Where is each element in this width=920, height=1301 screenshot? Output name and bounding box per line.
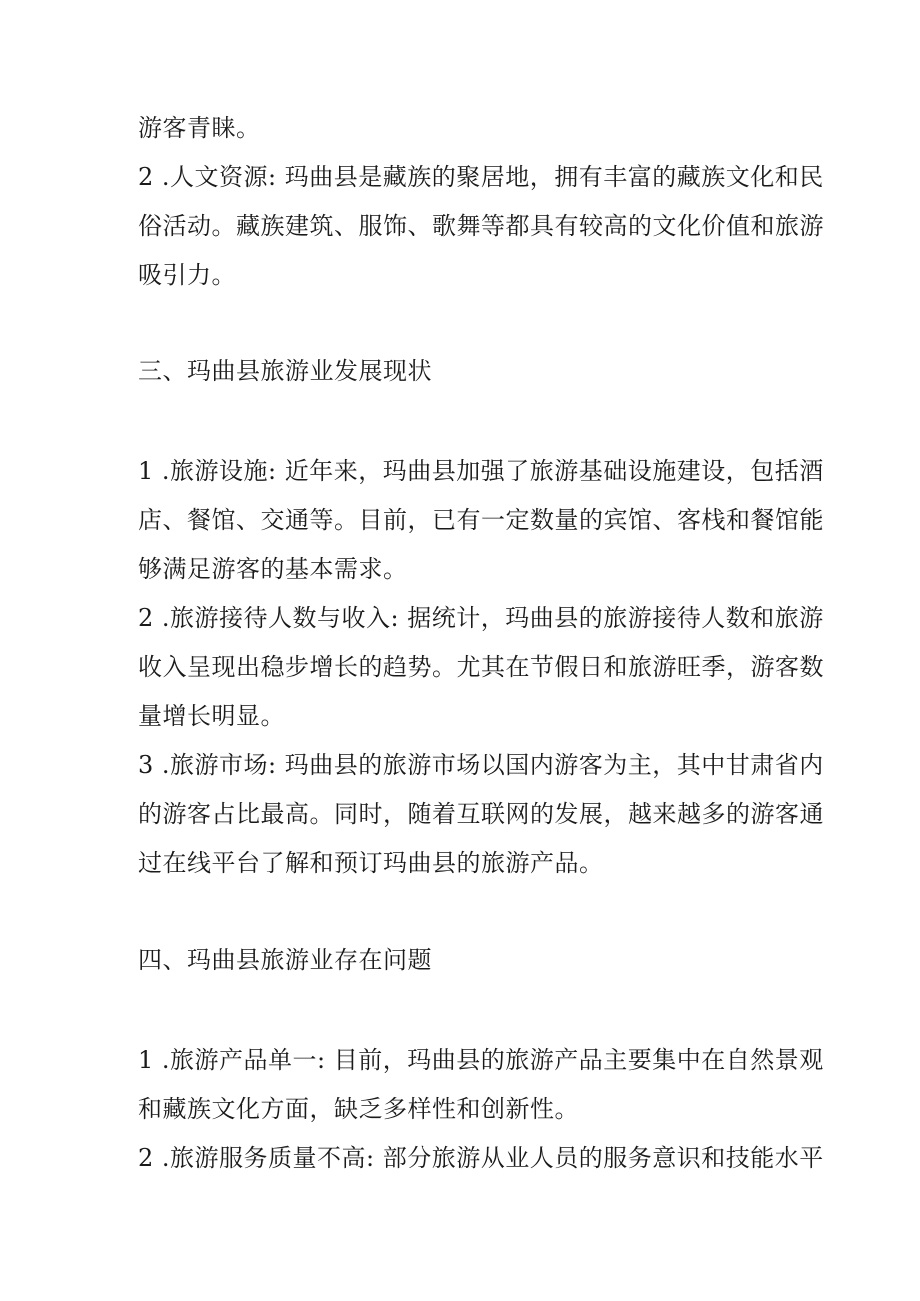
text-line: 俗活动。藏族建筑、服饰、歌舞等都具有较高的文化价值和旅游 xyxy=(138,212,824,240)
text-line: 量增长明显。 xyxy=(138,702,285,730)
text-line: 吸引力。 xyxy=(138,261,236,289)
text-line: 1 .旅游产品单一: 目前，玛曲县的旅游产品主要集中在自然景观 xyxy=(138,1046,824,1074)
text-line: 游客青睐。 xyxy=(138,114,261,142)
text-line: 2 .旅游服务质量不高: 部分旅游从业人员的服务意识和技能水平 xyxy=(138,1144,824,1172)
text-line: 1 .旅游设施: 近年来，玛曲县加强了旅游基础设施建设，包括酒 xyxy=(138,457,824,485)
text-line: 2 .人文资源: 玛曲县是藏族的聚居地，拥有丰富的藏族文化和民 xyxy=(138,163,824,191)
text-line: 收入呈现出稳步增长的趋势。尤其在节假日和旅游旺季，游客数 xyxy=(138,653,824,681)
section-heading: 三、玛曲县旅游业发展现状 xyxy=(138,357,432,385)
text-line: 店、餐馆、交通等。目前，已有一定数量的宾馆、客栈和餐馆能 xyxy=(138,506,824,534)
text-line: 和藏族文化方面，缺乏多样性和创新性。 xyxy=(138,1095,579,1123)
text-line: 够满足游客的基本需求。 xyxy=(138,555,408,583)
section-heading: 四、玛曲县旅游业存在问题 xyxy=(138,946,432,974)
text-line: 3 .旅游市场: 玛曲县的旅游市场以国内游客为主，其中甘肃省内 xyxy=(138,751,824,779)
text-line: 过在线平台了解和预订玛曲县的旅游产品。 xyxy=(138,849,604,877)
text-line: 的游客占比最高。同时，随着互联网的发展，越来越多的游客通 xyxy=(138,800,824,828)
text-line: 2 .旅游接待人数与收入: 据统计，玛曲县的旅游接待人数和旅游 xyxy=(138,604,824,632)
